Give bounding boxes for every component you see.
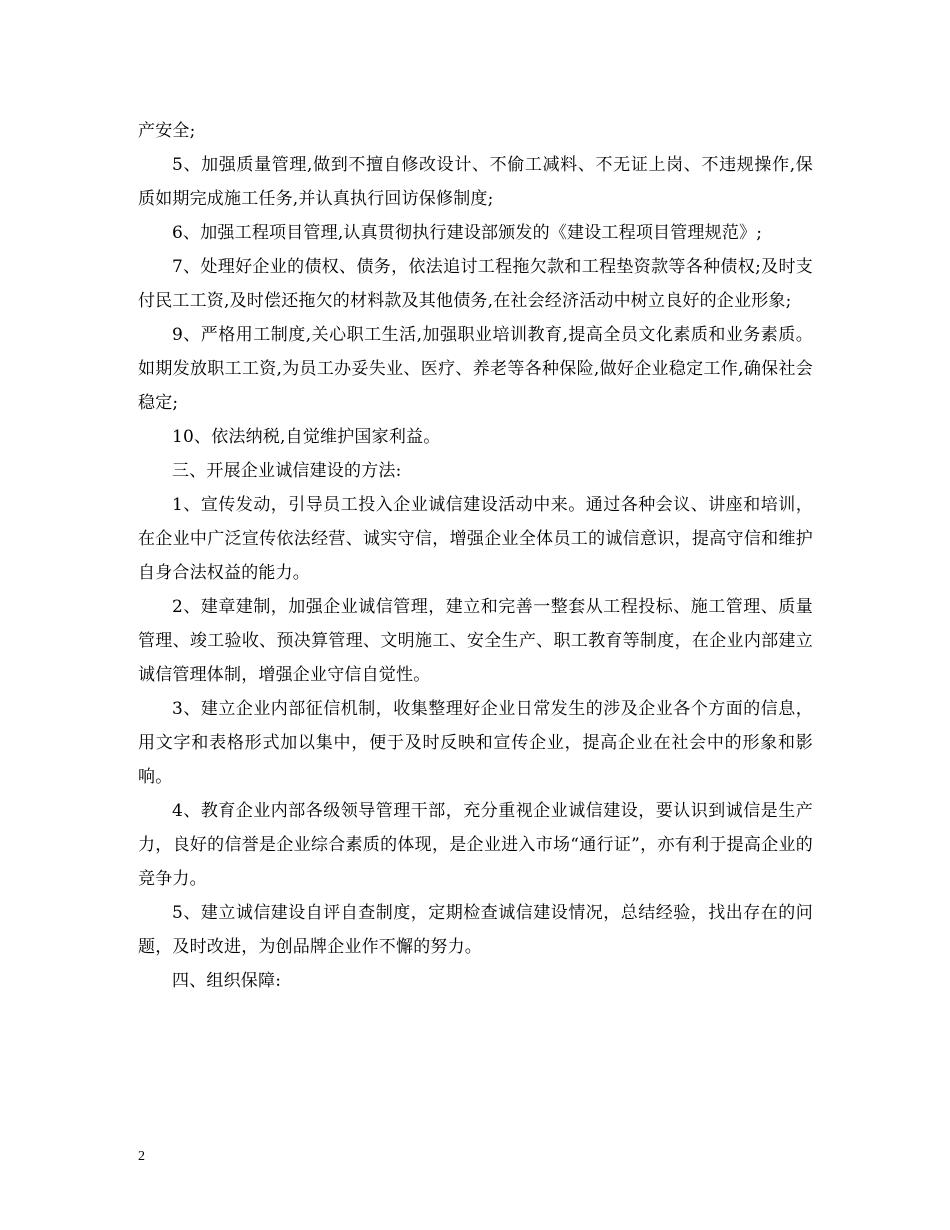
paragraph-item-9-labor: 9、严格用工制度,关心职工生活,加强职业培训教育,提高全员文化素质和业务素质。如期发放职工工资,为员工办妥失业、医疗、养老等各种保险,做好企业稳定工作,确保社会稳定; [138, 325, 813, 413]
section-heading-methods: 三、开展企业诚信建设的方法: [172, 461, 402, 481]
paragraph-item-5-quality: 5、加强质量管理,做到不擅自修改设计、不偷工减料、不无证上岗、不违规操作,保质如期完成施工任务,并认真执行回访保修制度; [138, 155, 813, 209]
paragraph-method-5: 5、建立诚信建设自评自查制度，定期检查诚信建设情况，总结经验，找出存在的问题，及时改进，为创品牌企业作不懈的努力。 [138, 903, 813, 957]
page-number: 2 [138, 1149, 145, 1164]
paragraph-method-1: 1、宣传发动，引导员工投入企业诚信建设活动中来。通过各种会议、讲座和培训，在企业中广泛宣传依法经营、诚实守信，增强企业全体员工的诚信意识，提高守信和维护自身合法权益的能力。 [138, 495, 813, 583]
paragraph-item-10-tax: 10、依法纳税,自觉维护国家利益。 [172, 427, 441, 447]
paragraph-method-4: 4、教育企业内部各级领导管理干部，充分重视企业诚信建设，要认识到诚信是生产力，良好的信誉是企业综合素质的体现，是企业进入市场“通行证”，亦有利于提高企业的竞争力。 [138, 801, 813, 889]
paragraph-continuation: 产安全; [138, 121, 196, 141]
paragraph-method-2: 2、建章建制，加强企业诚信管理，建立和完善一整套从工程投标、施工管理、质量管理、竣工验收、预决算管理、文明施工、安全生产、职工教育等制度，在企业内部建立诚信管理体制，增强企业守信自觉性。 [138, 597, 813, 685]
paragraph-method-3: 3、建立企业内部征信机制，收集整理好企业日常发生的涉及企业各个方面的信息，用文字和表格形式加以集中，便于及时反映和宣传企业，提高企业在社会中的形象和影响。 [138, 699, 813, 787]
paragraph-item-6-project: 6、加强工程项目管理,认真贯彻执行建设部颁发的《建设工程项目管理规范》; [172, 223, 763, 243]
section-heading-organization: 四、组织保障: [172, 971, 282, 991]
document-body [138, 114, 813, 998]
paragraph-item-7-debts: 7、处理好企业的债权、债务，依法追讨工程拖欠款和工程垫资款等各种债权;及时支付民工工资,及时偿还拖欠的材料款及其他债务,在社会经济活动中树立良好的企业形象; [138, 257, 813, 311]
